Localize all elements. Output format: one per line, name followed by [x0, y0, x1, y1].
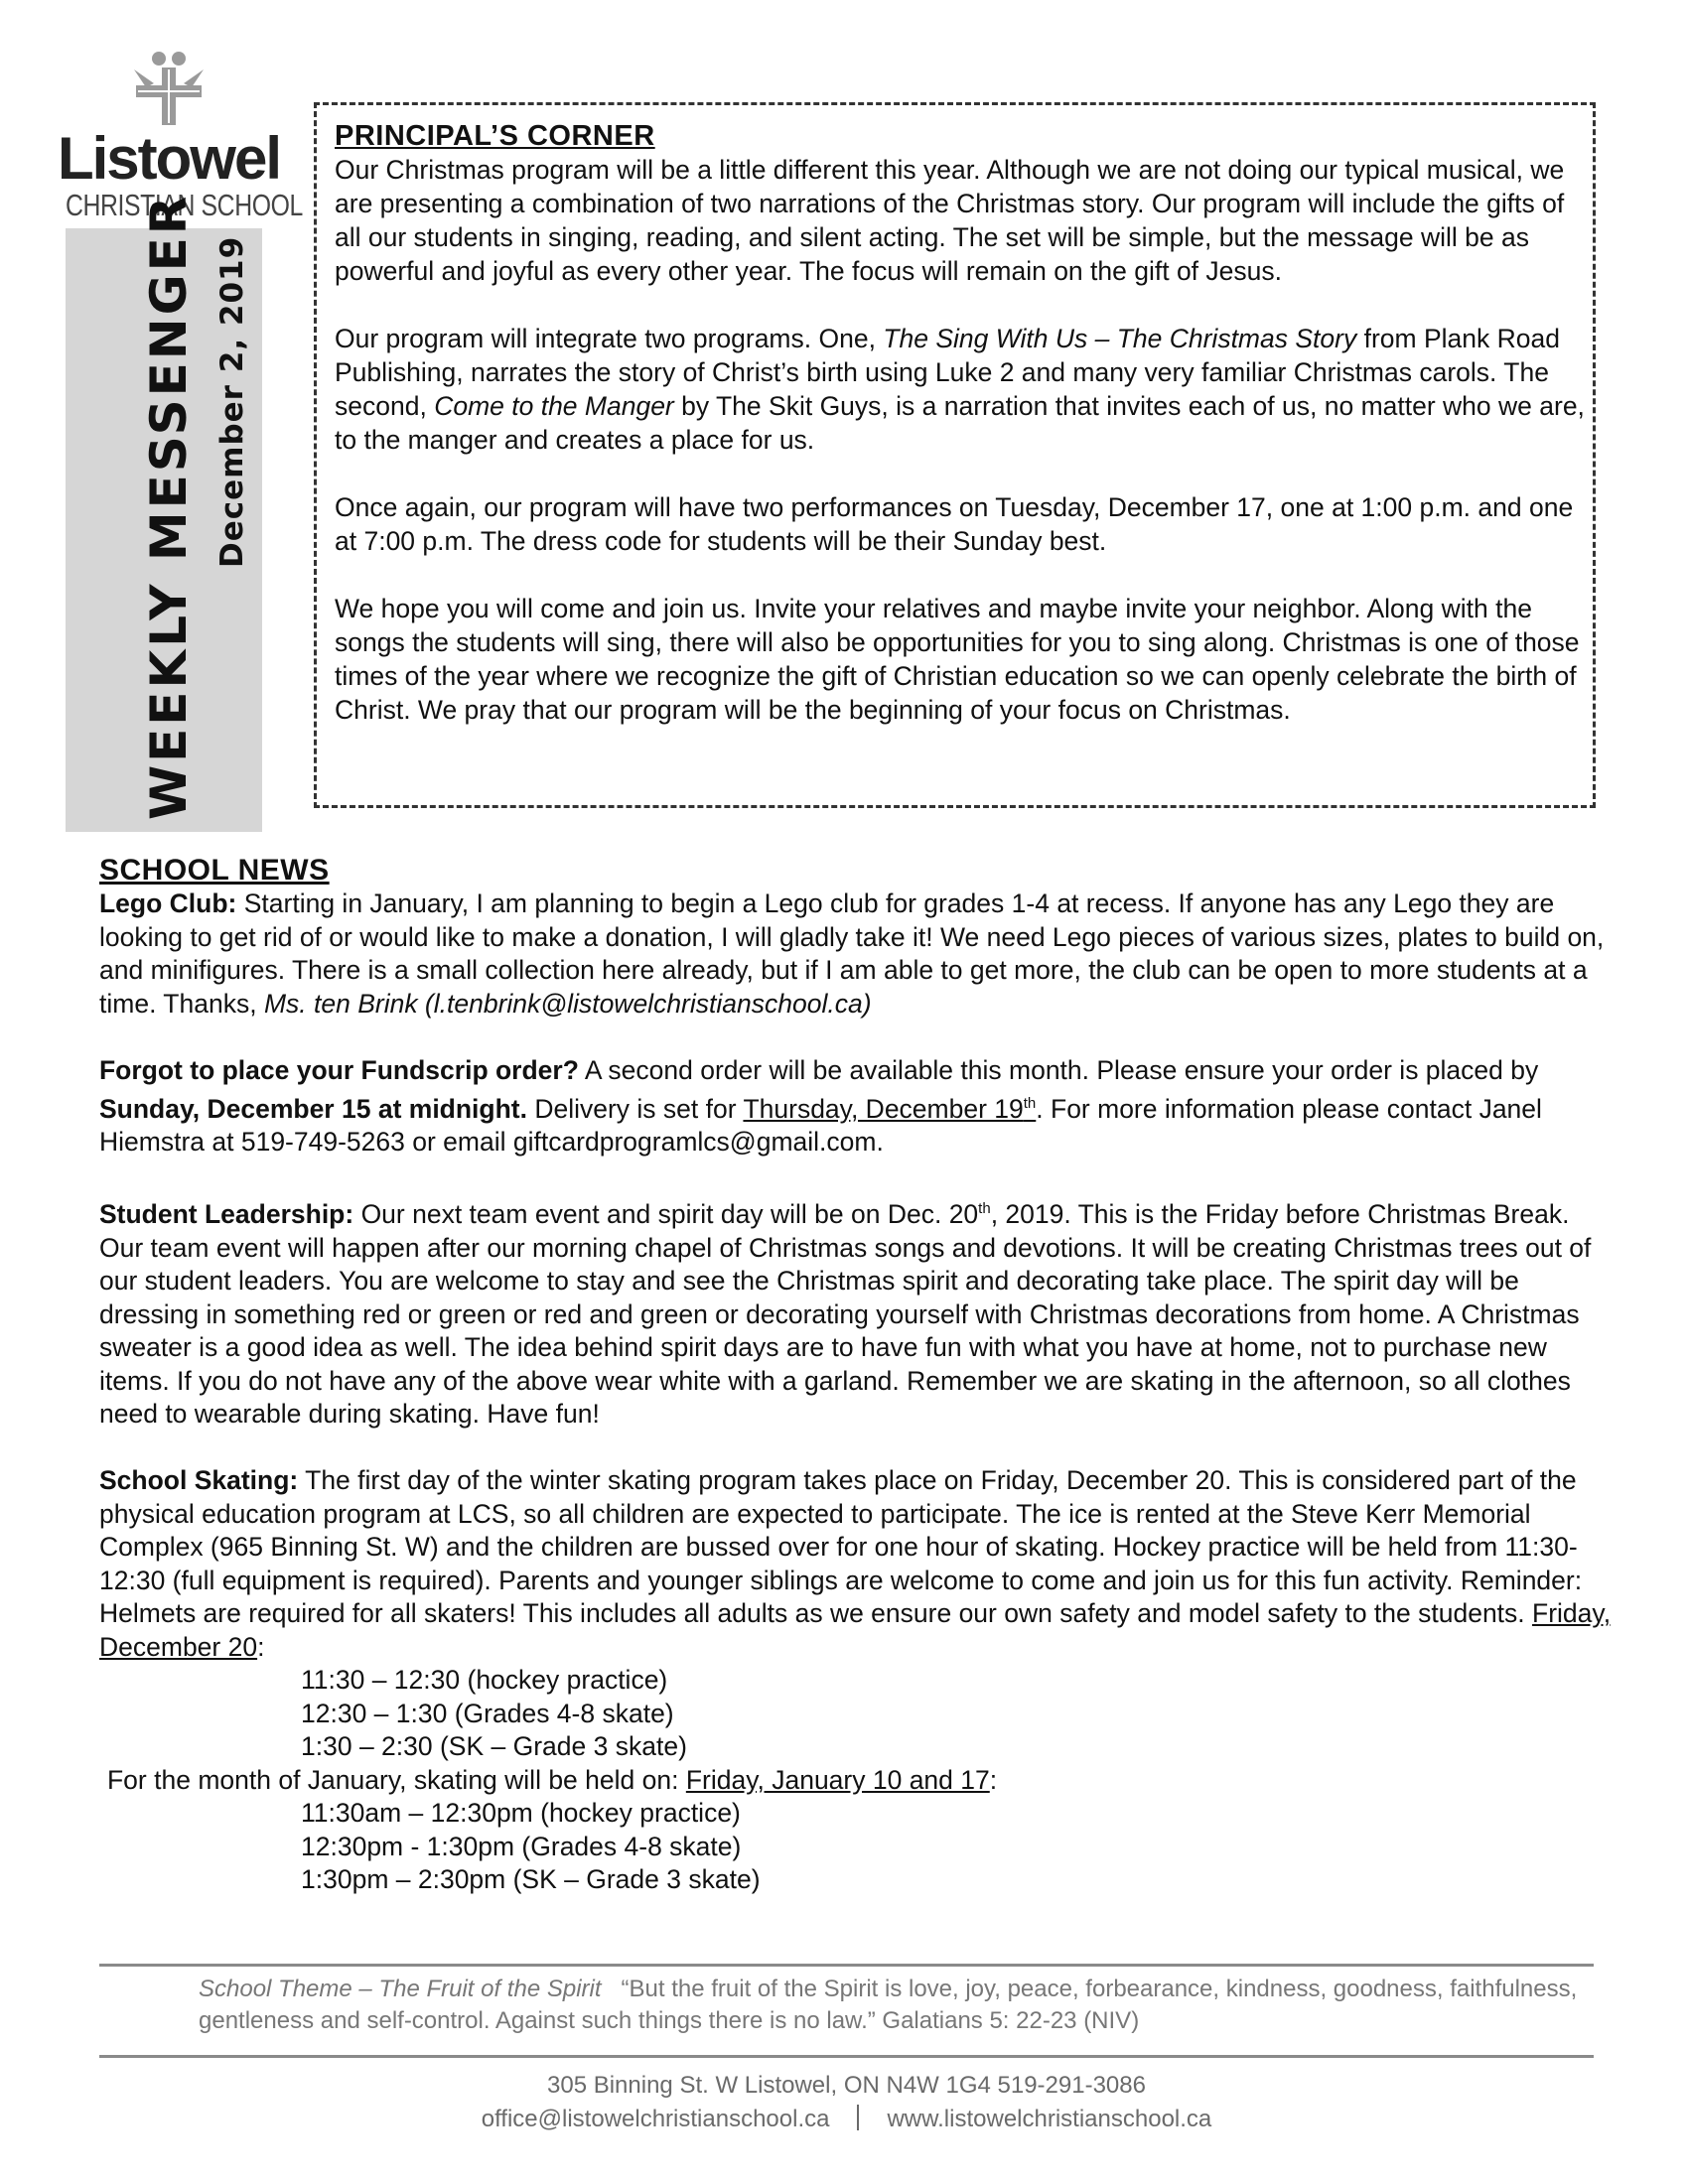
- student-leadership-item: Student Leadership: Our next team event and spirit day will be on Dec. 20th, 2019. This is the Friday before Christmas Break. Our team event will happen after our morning chapel of Christmas songs and devotions. It will be creating Christmas trees out of our student leaders. You are welcome to stay and see the Christmas spirit and decorating take place. The spirit day will be dressing in something red or green or red and green or decorating yourself with Christmas decorations from home. A Christmas sweater is a good idea as well. The idea behind spirit days are to have fun with what you have at home, not to purchase new items. If you do not have any of the above wear white with a garland. Remember we are skating in the afternoon, so all clothes need to wearable during skating. Have fun!: [99, 1199, 1592, 1430]
- schedule-row: 11:30am – 12:30pm (hockey practice): [301, 1798, 741, 1829]
- school-skating-lead: School Skating:: [99, 1465, 299, 1496]
- principal-paragraph-1: Our Christmas program will be a little different this year. Although we are not doing our typical musical, we are presenting a combination of two narrations of the Christmas story. Our program will include the gifts of all our students in singing, reading, and silent acting. The set will be simple, but the message will be as powerful and joyful as every other year. The focus will remain on the gift of Jesus.: [335, 155, 1565, 286]
- schedule-row: 1:30pm – 2:30pm (SK – Grade 3 skate): [301, 1864, 761, 1895]
- footer-divider-bottom: [99, 2055, 1594, 2058]
- school-address: 305 Binning St. W Listowel, ON N4W 1G4 519-291-3086: [547, 2072, 1146, 2099]
- program-title-2: Come to the Manger: [434, 391, 674, 421]
- principal-paragraph-3: Once again, our program will have two performances on Tuesday, December 17, one at 1:00 p.m. and one at 7:00 p.m. The dress code for students will be their Sunday best.: [335, 492, 1574, 556]
- logo-name: Listowel: [57, 125, 281, 192]
- cross-people-icon: [126, 50, 211, 127]
- schedule-row: 11:30 – 12:30 (hockey practice): [301, 1665, 668, 1696]
- newsletter-date: December 2, 2019: [214, 235, 250, 568]
- december-skate-date: Friday, December 20: [99, 1598, 1612, 1662]
- school-contact: [99, 2069, 1594, 2136]
- school-news-heading: SCHOOL NEWS: [99, 854, 330, 887]
- principal-corner-heading: PRINCIPAL’S CORNER: [335, 120, 655, 152]
- school-skating-item: School Skating: The first day of the winter skating program takes place on Friday, December 20. This is considered part of the physical education program at LCS, so all children are expected to participate. The ice is rented at the Steve Kerr Memorial Complex (965 Binning St. W) and the children are bussed over for one hour of skating. Hockey practice will be held from 11:30- 12:30 (full equipment is required). Parents and younger siblings are welcome to come and join us for this fun activity. Reminder: Helmets are required for all skaters! This includes all adults as we ensure our own safety and model safety to the students. Friday, December 20:: [99, 1465, 1612, 1662]
- principal-corner: [335, 119, 1586, 760]
- january-schedule: [99, 1797, 1618, 1897]
- school-theme-verse: “But the fruit of the Spirit is love, joy, peace, forbearance, kindness, goodness, faithfulness, gentleness and self-control. Against such things there is no law.” Galatians 5: 22-23 (NIV): [199, 1976, 1578, 2034]
- logo-subtitle: CHRISTIAN SCHOOL: [66, 188, 303, 222]
- lego-club-lead: Lego Club:: [99, 888, 237, 918]
- school-theme-label: School Theme – The Fruit of the Spirit: [199, 1976, 602, 2002]
- schedule-row: 1:30 – 2:30 (SK – Grade 3 skate): [301, 1731, 687, 1762]
- fundscrip-deadline: Sunday, December 15 at midnight.: [99, 1093, 527, 1124]
- january-skating-intro: For the month of January, skating will be held on: Friday, January 10 and 17:: [107, 1764, 998, 1795]
- schedule-row: 12:30 – 1:30 (Grades 4-8 skate): [301, 1698, 674, 1728]
- lego-club-item: Lego Club: Starting in January, I am planning to begin a Lego club for grades 1-4 at recess. If anyone has any Lego they are looking to get rid of or would like to make a donation, I will gladly take it! We need Lego pieces of various sizes, plates to build on, and minifigures. There is a small collection here already, but if I am able to get more, the club can be open to more students at a time. Thanks, Ms. ten Brink (l.tenbrink@listowelchristianschool.ca): [99, 888, 1605, 1019]
- footer-divider-top: [99, 1964, 1594, 1967]
- principal-paragraph-4: We hope you will come and join us. Invite your relatives and maybe invite your neighbor. Along with the songs the students will sing, there will also be opportunities for you to sing along. Christmas is one of those times of the year where we recognize the gift of Christian education so we can openly celebrate the birth of Christ. We pray that our program will be the beginning of your focus on Christmas.: [335, 594, 1580, 725]
- january-skate-dates: Friday, January 10 and 17: [685, 1764, 990, 1795]
- fundscrip-lead: Forgot to place your Fundscrip order?: [99, 1054, 579, 1085]
- student-leadership-lead: Student Leadership:: [99, 1199, 354, 1230]
- school-email-link[interactable]: office@listowelchristianschool.ca: [481, 2106, 830, 2132]
- fundscrip-delivery-date: Thursday, December 19th: [743, 1093, 1037, 1124]
- principal-paragraph-2: Our program will integrate two programs. One, The Sing With Us – The Christmas Story from Plank Road Publishing, narrates the story of Christ’s birth using Luke 2 and many very familiar Christmas carols. The second, Come to the Manger by The Skit Guys, is a narration that invites each of us, no matter who we are, to the manger and creates a place for us.: [335, 324, 1585, 455]
- school-theme: [199, 1974, 1609, 2037]
- program-title-1: The Sing With Us – The Christmas Story: [883, 324, 1357, 353]
- fundscrip-item: Forgot to place your Fundscrip order? A second order will be available this month. Please ensure your order is placed by Sunday, December 15 at midnight. Delivery is set for Thursday, December 19th. For more information please contact Janel Hiemstra at 519-749-5263 or email giftcardprogramlcs@gmail.com.: [99, 1054, 1542, 1158]
- schedule-row: 12:30pm - 1:30pm (Grades 4-8 skate): [301, 1831, 742, 1861]
- school-news: [99, 854, 1618, 1897]
- lego-club-signature: Ms. ten Brink (l.tenbrink@listowelchristianschool.ca): [263, 988, 872, 1019]
- newsletter-title: WEEKLY MESSENGER: [140, 193, 198, 820]
- contact-separator: [857, 2105, 859, 2130]
- december-schedule: [99, 1664, 1618, 1764]
- school-website-link[interactable]: www.listowelchristianschool.ca: [887, 2106, 1212, 2132]
